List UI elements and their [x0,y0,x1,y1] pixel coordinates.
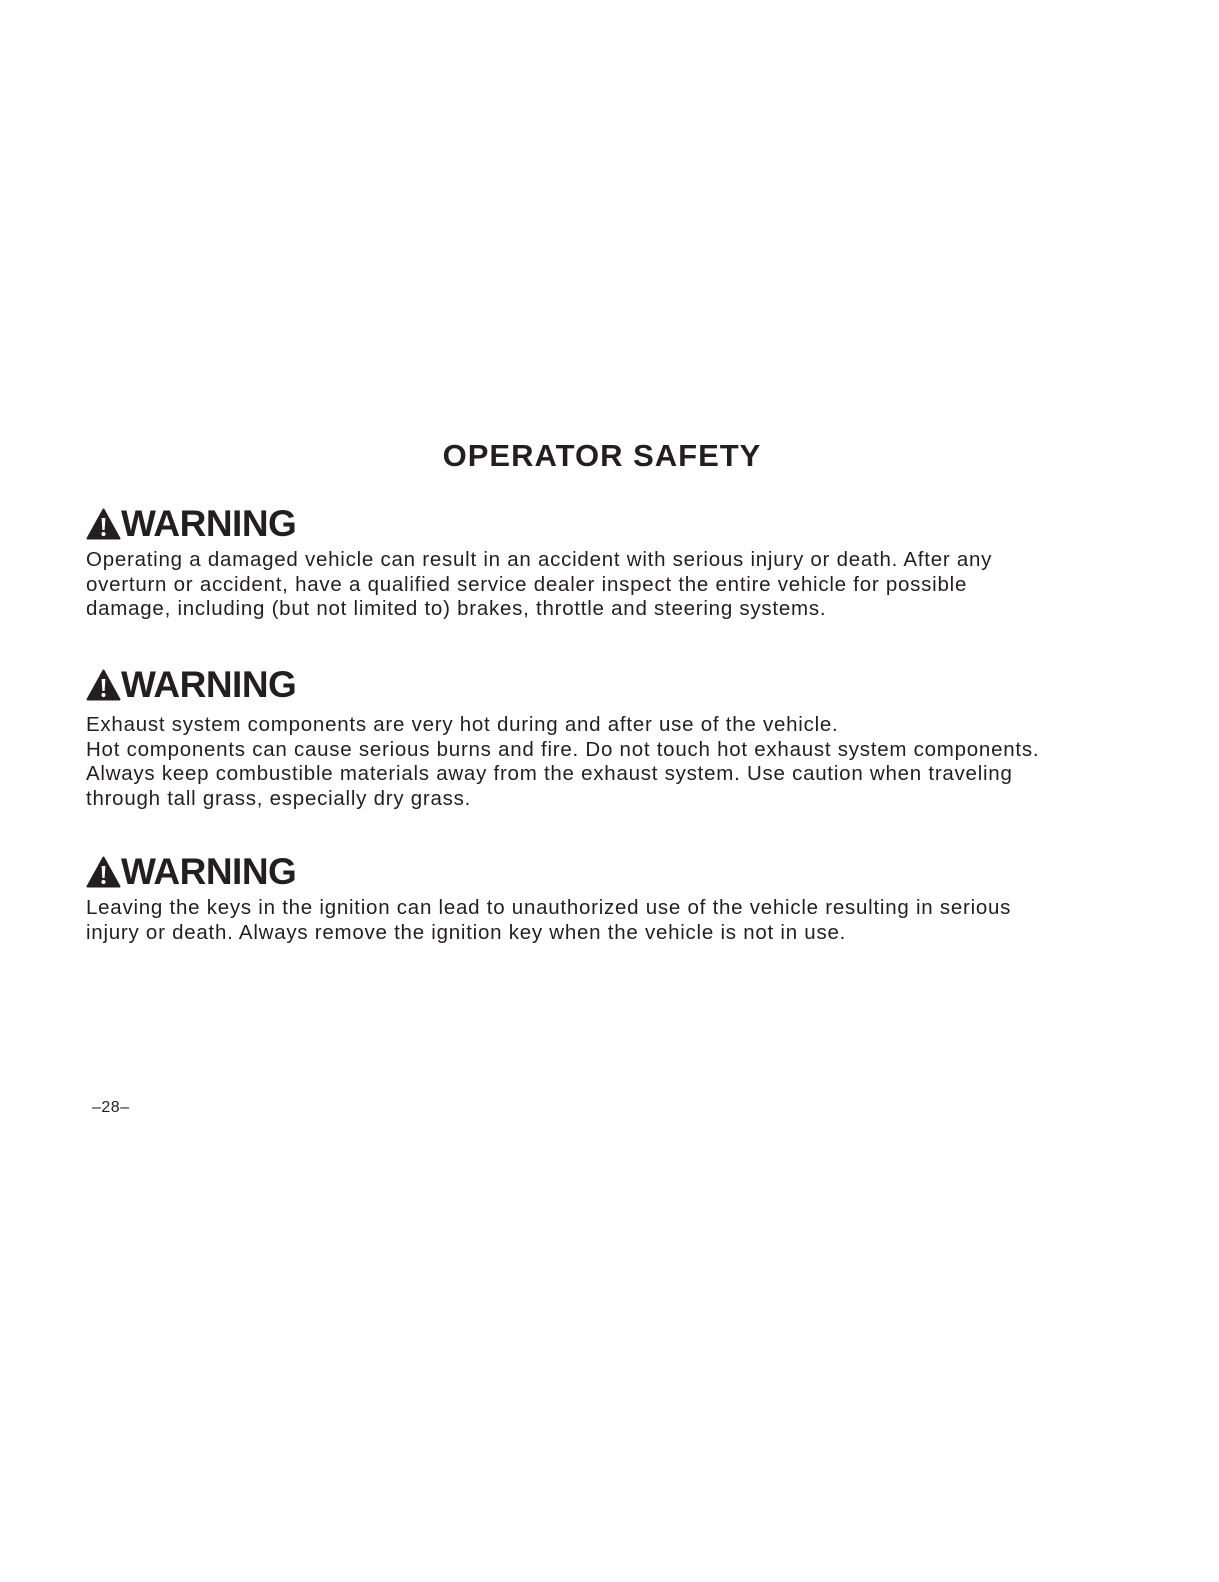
warning-text-line: damage, including (but not limited to) brakes, throttle and steering systems. [86,597,827,621]
warning-block [86,850,1146,945]
warning-heading [86,850,1146,894]
warning-label: WARNING [121,664,297,705]
warning-text-line: Leaving the keys in the ignition can lead to unauthorized use of the vehicle resulting in serious [86,896,1012,919]
warning-triangle-icon [86,856,121,888]
warning-text-line: Always keep combustible materials away from the exhaust system. Use caution when traveling [86,762,1013,786]
warning-heading [86,502,1146,546]
warning-label: WARNING [121,503,297,544]
warning-block [86,502,1146,622]
warning-text-line: injury or death. Always remove the ignition key when the vehicle is not in use. [86,920,847,944]
warning-text-line: Operating a damaged vehicle can result in an accident with serious injury or death. After any [86,548,993,571]
warning-text [86,713,1146,811]
warning-text-line: Hot components can cause serious burns and fire. Do not touch hot exhaust system components. [86,737,1040,761]
warning-text-line: through tall grass, especially dry grass. [86,786,472,810]
warning-text [86,896,1146,945]
warning-triangle-icon [86,669,121,701]
warning-triangle-icon [86,508,121,540]
warning-block [86,663,1146,811]
page-number: –28– [92,1099,130,1116]
warning-heading [86,663,1146,707]
warning-text [86,548,1146,622]
page-title: OPERATOR SAFETY [442,438,762,473]
warning-text-line: Exhaust system components are very hot during and after use of the vehicle. [86,713,839,736]
warning-label: WARNING [121,851,297,892]
warning-text-line: overturn or accident, have a qualified service dealer inspect the entire vehicle for possible [86,572,968,596]
